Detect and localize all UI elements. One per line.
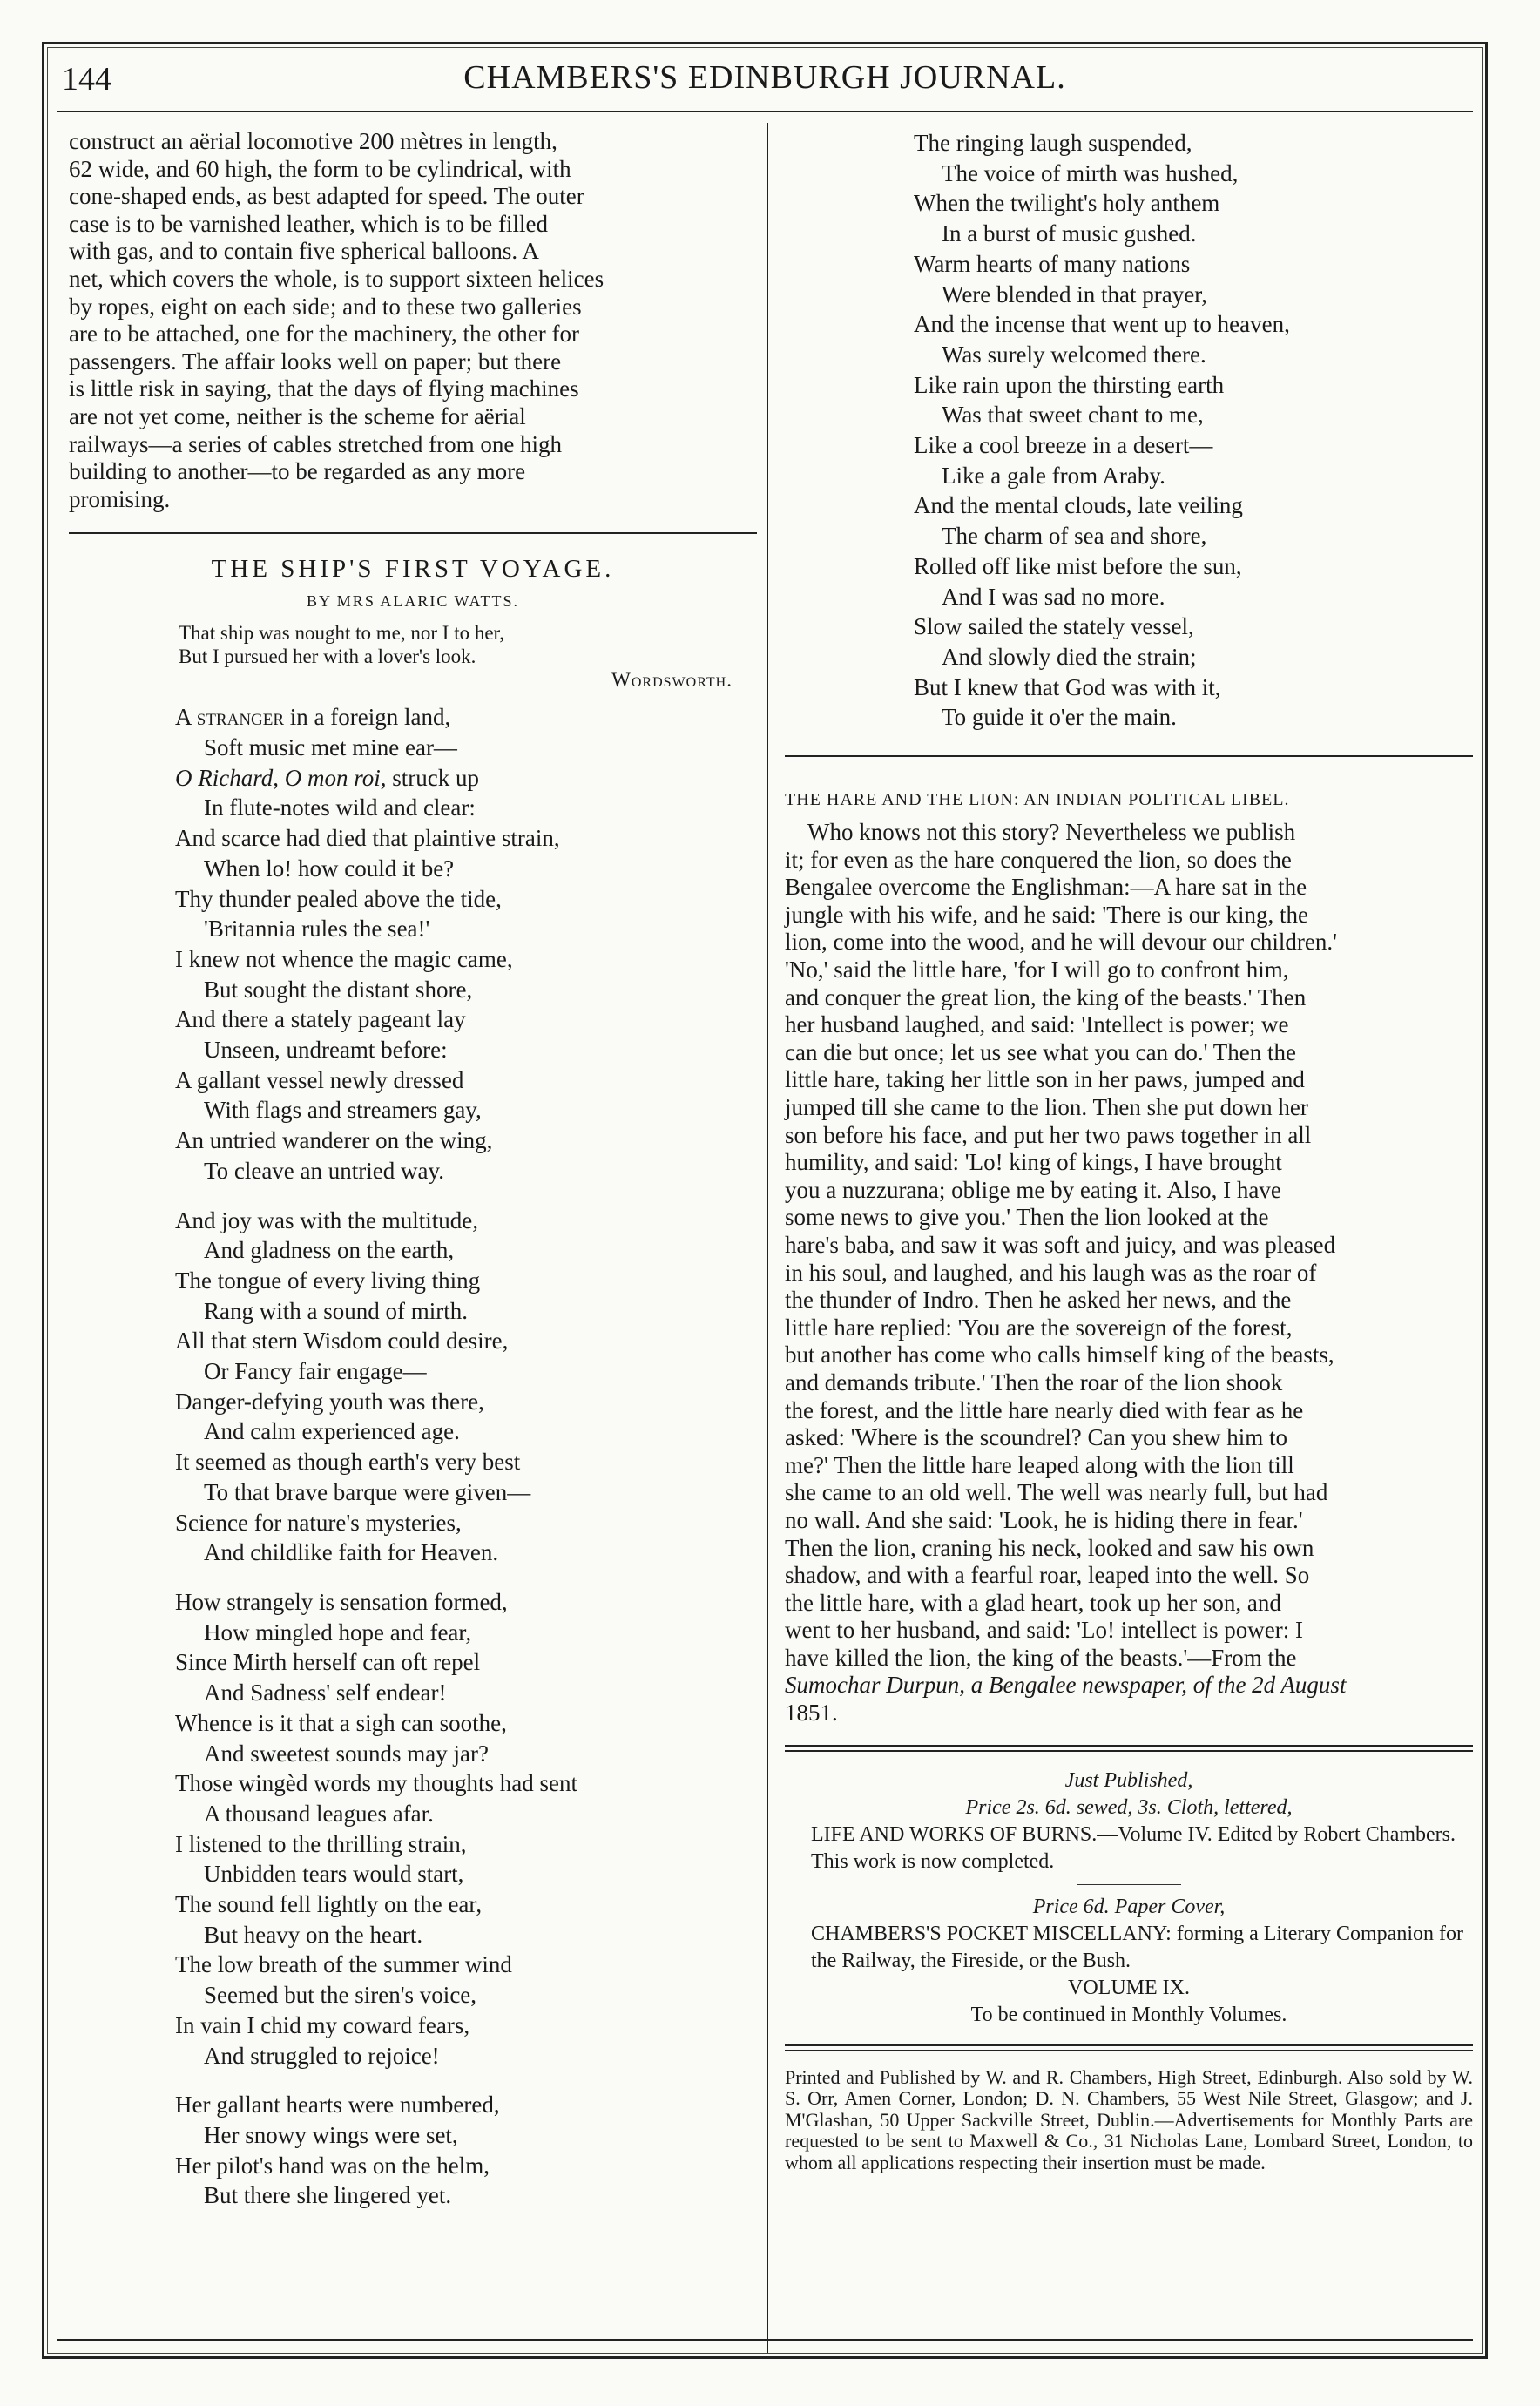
poem-line: To cleave an untried way.	[204, 1157, 444, 1184]
poem-line: The voice of mirth was hushed,	[942, 159, 1239, 186]
text-line: have killed the lion, the king of the beasts.'—From the	[785, 1644, 1297, 1671]
poem-line: The tongue of every living thing	[175, 1267, 481, 1294]
poem-line: And the mental clouds, late veiling	[914, 492, 1243, 519]
intro-paragraph	[69, 128, 757, 513]
text-line: the forest, and the little hare nearly died with fear as he	[785, 1396, 1304, 1423]
poem-line: Since Mirth herself can oft repel	[175, 1649, 481, 1676]
hare-article-body	[785, 819, 1473, 1727]
text-line: cone-shaped ends, as best adapted for speed. The outer	[69, 183, 584, 210]
poem-line: How mingled hope and fear,	[204, 1619, 472, 1646]
poem-line: When lo! how could it be?	[204, 855, 455, 882]
text-line: shadow, and with a fearful roar, leaped into the well. So	[785, 1562, 1310, 1589]
text-line: little hare, taking her little son in her paws, jumped and	[785, 1066, 1305, 1093]
poem-line: The ringing laugh suspended,	[914, 130, 1192, 156]
text-line: asked: 'Where is the scoundrel? Can you shew him to	[785, 1424, 1287, 1451]
text-line: son before his face, and put her two paws together in all	[785, 1121, 1312, 1148]
poem-byline: BY MRS ALARIC WATTS.	[306, 592, 520, 611]
text-line: hare's baba, and saw it was soft and juicy, and was pleased	[785, 1231, 1336, 1258]
text-line: 62 wide, and 60 high, the form to be cylindrical, with	[69, 155, 571, 182]
italic-phrase: O Richard, O mon roi,	[175, 764, 387, 791]
text-line: Sumochar Durpun, a Bengalee newspaper, of the 2d August	[785, 1672, 1347, 1699]
imprint: Printed and Published by W. and R. Chambers, High Street, Edinburgh. Also sold by W. S. Orr, Amen Corner, London; D. N. Chambers, 55 West Nile Street, Glasgow; and J. M'Glashan, 50 Upper Sackville Street, Dublin.—Advertisements for Monthly Parts are requested to be sent to Maxwell & Co., 31 Nicholas Lane, Lombard Street, London, to whom all applications respecting their insertion must be made.	[785, 2065, 1473, 2173]
text-line: are to be attached, one for the machinery, the other for	[69, 321, 579, 348]
poem-line: Rang with a sound of mirth.	[204, 1297, 468, 1324]
announcement-burns	[785, 1767, 1473, 2029]
article-title: THE HARE AND THE LION: AN INDIAN POLITICAL LIBEL.	[785, 790, 1290, 810]
poem-line: Like a cool breeze in a desert—	[914, 432, 1213, 459]
text-line: jumped till she came to the lion. Then she put down her	[785, 1094, 1308, 1120]
poem-line	[69, 702, 757, 733]
text-line: can die but once; let us see what you can do.' Then the	[785, 1038, 1296, 1065]
poem-line: In vain I chid my coward fears,	[175, 2011, 470, 2038]
poem-line: And scarce had died that plaintive strain,	[175, 825, 560, 852]
poem-line: O Richard, O mon roi, struck up	[175, 764, 479, 791]
poem-line: Science for nature's mysteries,	[175, 1509, 462, 1536]
column-divider	[767, 123, 768, 2353]
poem-line: Or Fancy fair engage—	[204, 1358, 427, 1385]
poem-line: I listened to the thrilling strain,	[175, 1830, 467, 1857]
poem-line: But there she lingered yet.	[204, 2182, 452, 2209]
bottom-rule	[57, 2339, 1473, 2341]
poem-line: And childlike faith for Heaven.	[204, 1539, 499, 1566]
text-line: passengers. The affair looks well on paper; but there	[69, 348, 562, 375]
text-line: 'No,' said the little hare, 'for I will go to confront him,	[785, 956, 1289, 983]
poem-line: And sweetest sounds may jar?	[204, 1740, 489, 1767]
text-line: you a nuzzurana; oblige me by eating it. Also, I have	[785, 1176, 1281, 1203]
poem-line: Her gallant hearts were numbered,	[175, 2092, 500, 2119]
poem-line: And I was sad no more.	[942, 583, 1165, 610]
text-line: but another has come who calls himself king of the beasts,	[785, 1342, 1334, 1369]
small-caps-word: A stranger	[175, 704, 285, 731]
text-line: net, which covers the whole, is to support sixteen helices	[69, 265, 605, 292]
double-rule	[785, 2044, 1473, 2051]
text-line: railways—a series of cables stretched from one high	[69, 430, 563, 457]
epigraph-source: Wordsworth.	[611, 669, 733, 692]
poem-line: And gladness on the earth,	[204, 1237, 455, 1264]
text-line: humility, and said: 'Lo! king of kings, I have brought	[785, 1149, 1282, 1176]
poem-line: Soft music met mine ear—	[204, 734, 457, 761]
small-rule	[1077, 1884, 1181, 1885]
announcement-body: LIFE AND WORKS OF BURNS.—Volume IV. Edited by Robert Chambers. This work is now completed.	[811, 1822, 1456, 1873]
stanza-5	[785, 128, 1473, 733]
text-line: little hare replied: 'You are the sovereign of the forest,	[785, 1314, 1293, 1341]
poem-line: And calm experienced age.	[204, 1418, 460, 1445]
poem-line: To guide it o'er the main.	[942, 704, 1177, 731]
announcement-price: Price 2s. 6d. sewed, 3s. Cloth, lettered,	[965, 1795, 1293, 1819]
text-line: are not yet come, neither is the scheme for aërial	[69, 402, 526, 429]
epigraph-line: But I pursued her with a lover's look.	[179, 645, 476, 668]
text-line: 1851.	[785, 1700, 838, 1727]
text-line: and demands tribute.' Then the roar of the lion shook	[785, 1369, 1283, 1396]
poem-title: THE SHIP'S FIRST VOYAGE.	[211, 555, 615, 584]
text-line: her husband laughed, and said: 'Intellect is power; we	[785, 1011, 1289, 1038]
poem-line: Unbidden tears would start,	[204, 1861, 464, 1888]
poem-line: Danger-defying youth was there,	[175, 1388, 484, 1415]
poem-line: Unseen, undreamt before:	[204, 1037, 448, 1064]
poem-line: In flute-notes wild and clear:	[204, 794, 476, 821]
text-line: by ropes, eight on each side; and to these two galleries	[69, 293, 582, 320]
poem-line: How strangely is sensation formed,	[175, 1589, 508, 1615]
text-line: some news to give you.' Then the lion looked at the	[785, 1204, 1269, 1231]
poem-line: The sound fell lightly on the ear,	[175, 1891, 483, 1918]
poem-line: Seemed but the siren's voice,	[204, 1982, 477, 2009]
poem-line: And the incense that went up to heaven,	[914, 311, 1290, 338]
poem-line: To that brave barque were given—	[204, 1478, 531, 1505]
poem-line: And Sadness' self endear!	[204, 1679, 447, 1707]
text-line: no wall. And she said: 'Look, he is hiding there in fear.'	[785, 1506, 1303, 1533]
page	[42, 42, 1488, 2359]
text-line: the thunder of Indro. Then he asked her news, and the	[785, 1287, 1292, 1314]
poem-line: All that stern Wisdom could desire,	[175, 1328, 509, 1355]
poem-line: A gallant vessel newly dressed	[175, 1066, 464, 1093]
text-line: case is to be varnished leather, which is to be filled	[69, 210, 548, 237]
poem-line: 'Britannia rules the sea!'	[204, 916, 430, 943]
poem-line: With flags and streamers gay,	[204, 1097, 482, 1124]
text-line: jungle with his wife, and he said: 'There is our king, the	[785, 901, 1308, 928]
stanza-2	[69, 1206, 757, 1568]
section-rule	[69, 532, 757, 534]
page-header	[57, 55, 1473, 112]
poem-line: But heavy on the heart.	[204, 1921, 423, 1948]
announcement-body: CHAMBERS'S POCKET MISCELLANY: forming a Literary Companion for the Railway, the Fireside, or the Bush.	[811, 1922, 1463, 1972]
poem-line: Were blended in that prayer,	[942, 280, 1207, 308]
poem-line: And struggled to rejoice!	[204, 2042, 440, 2069]
text-line: building to another—to be regarded as any more	[69, 458, 526, 485]
announcement-price: Price 6d. Paper Cover,	[1032, 1895, 1226, 1918]
poem-line: But I knew that God was with it,	[914, 673, 1221, 700]
page-number: 144	[62, 61, 111, 98]
text-line: went to her husband, and said: 'Lo! intellect is power: I	[785, 1617, 1303, 1644]
text-line: is little risk in saying, that the days of flying machines	[69, 375, 579, 402]
stanza-3	[69, 1587, 757, 2071]
right-column	[785, 128, 1473, 2173]
text-line: the little hare, with a glad heart, took up her son, and	[785, 1589, 1281, 1616]
poem-line: The low breath of the summer wind	[175, 1951, 512, 1978]
poem-line: Her snowy wings were set,	[204, 2121, 458, 2148]
text-line: in his soul, and laughed, and his laugh was as the roar of	[785, 1259, 1317, 1286]
poem-line: Rolled off like mist before the sun,	[914, 552, 1242, 579]
stanza-1	[69, 702, 757, 1186]
text-line: and conquer the great lion, the king of the beasts.' Then	[785, 983, 1307, 1010]
poem-line: Thy thunder pealed above the tide,	[175, 885, 502, 912]
text-line: promising.	[69, 485, 171, 512]
epigraph-line: That ship was nought to me, nor I to her,	[179, 622, 505, 645]
poem-line: Like a gale from Araby.	[942, 462, 1165, 489]
epigraph	[179, 621, 757, 692]
poem-line: In a burst of music gushed.	[942, 220, 1197, 247]
text-line: Then the lion, craning his neck, looked and saw his own	[785, 1534, 1314, 1561]
text-line: with gas, and to contain five spherical balloons. A	[69, 238, 539, 265]
poem-line: And there a stately pageant lay	[175, 1006, 466, 1033]
text-line: she came to an old well. The well was nearly full, but had	[785, 1479, 1328, 1506]
poem-line-rest: in a foreign land,	[284, 704, 451, 731]
poem-line: But sought the distant shore,	[204, 976, 473, 1003]
poem-line: Those wingèd words my thoughts had sent	[175, 1770, 578, 1797]
poem-line: Whence is it that a sigh can soothe,	[175, 1709, 507, 1736]
announcement-note: To be continued in Monthly Volumes.	[970, 2003, 1287, 2026]
poem-line: Warm hearts of many nations	[914, 250, 1191, 277]
journal-title: CHAMBERS'S EDINBURGH JOURNAL.	[463, 59, 1066, 96]
poem-line: An untried wanderer on the wing,	[175, 1127, 493, 1154]
section-rule	[785, 755, 1473, 757]
poem-line: And joy was with the multitude,	[175, 1206, 478, 1233]
text-line: Bengalee overcome the Englishman:—A hare sat in the	[785, 874, 1307, 901]
poem-line: A thousand leagues afar.	[204, 1800, 434, 1827]
poem-line: Was surely welcomed there.	[942, 341, 1206, 368]
poem-line: Her pilot's hand was on the helm,	[175, 2152, 490, 2179]
text-line: it; for even as the hare conquered the lion, so does the	[785, 846, 1292, 873]
poem-line: The charm of sea and shore,	[942, 523, 1207, 550]
poem-line: When the twilight's holy anthem	[914, 190, 1220, 217]
text-line: construct an aërial locomotive 200 mètres in length,	[69, 128, 557, 154]
announcement-heading: Just Published,	[1064, 1768, 1193, 1792]
poem-line: And slowly died the strain;	[942, 643, 1197, 670]
poem-line: I knew not whence the magic came,	[175, 945, 513, 972]
text-line: lion, come into the wood, and he will devour our children.'	[785, 929, 1337, 956]
poem-line: Like rain upon the thirsting earth	[914, 371, 1225, 398]
double-rule	[785, 1745, 1473, 1752]
poem-line: Slow sailed the stately vessel,	[914, 613, 1194, 640]
text-line: Who knows not this story? Nevertheless we publish	[807, 819, 1296, 846]
stanza-4	[69, 2090, 757, 2211]
announcement-volume: VOLUME IX.	[1068, 1976, 1190, 1999]
text-line: me?' Then the little hare leaped along with the lion till	[785, 1451, 1294, 1478]
poem-line: Was that sweet chant to me,	[942, 402, 1204, 429]
poem-line: It seemed as though earth's very best	[175, 1449, 521, 1476]
left-column	[69, 128, 757, 2211]
